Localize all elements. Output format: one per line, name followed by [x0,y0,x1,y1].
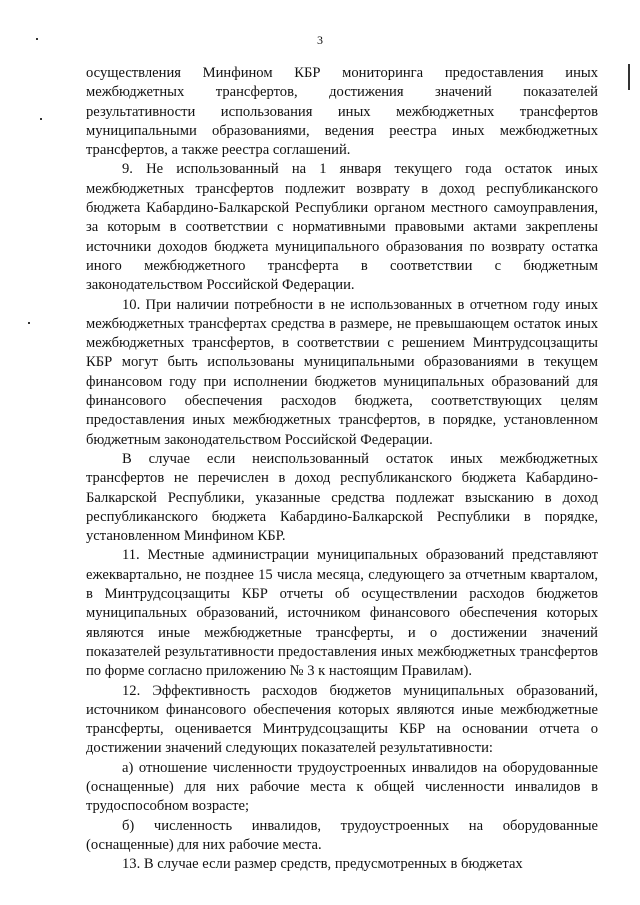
scan-speck [28,322,30,324]
paragraph-item-11: 11. Местные администрации муниципальных образований представляют ежеквартально, не позднее 15 числа месяца, следующего за отчетным кварталом, в Минтрудсоцзащиты КБР отчеты об осуществлении расходов бюджетов муниципальных образований, источником финансового обеспечения которых являются иные межбюджетные трансферты, и о достижении значений показателей результативности предоставления иных межбюджетных трансфертов по форме согласно приложению № 3 к настоящим Правилам). [86,547,598,680]
paragraph-item-13: 13. В случае если размер средств, предусмотренных в бюджетах [122,856,523,873]
scan-speck [628,64,630,90]
page-number: 3 [317,33,323,47]
scan-speck [40,118,42,120]
document-body [86,64,598,874]
paragraph-item-12-a: а) отношение численности трудоустроенных инвалидов на оборудованные (оснащенные) для них рабочие места к общей численности инвалидов в трудоспособном возрасте; [86,759,598,815]
paragraph-item-12-b: б) численность инвалидов, трудоустроенных на оборудованные (оснащенные) для них рабочие места. [86,817,598,853]
paragraph-item-10: 10. При наличии потребности в не использованных в отчетном году иных межбюджетных трансфертах средства в размере, не превышающем остаток иных межбюджетных трансфертов, в соответствии с решением Минтрудсоцзащиты КБР могут быть использованы муниципальными образованиями в текущем финансовом году при исполнении бюджетов муниципальных образований для финансового обеспечения расходов бюджета, соответствующих целям предоставления иных межбюджетных трансфертов, в порядке, установленном бюджетным законодательством Российской Федерации. [86,296,598,448]
paragraph-item-10-cont: В случае если неиспользованный остаток иных межбюджетных трансфертов не перечислен в доход республиканского бюджета Кабардино-Балкарской Республики, указанные средства подлежат взысканию в доход республиканского бюджета Кабардино-Балкарской Республики в порядке, установленном Минфином КБР. [86,450,598,545]
paragraph-item-12: 12. Эффективность расходов бюджетов муниципальных образований, источником финансового обеспечения которых являются иные межбюджетные трансферты, оценивается Минтрудсоцзащиты КБР на основании отчета о достижении значений следующих показателей результативности: [86,682,598,757]
paragraph-item-9: 9. Не использованный на 1 января текущего года остаток иных межбюджетных трансфертов подлежит возврату в доход республиканского бюджета Кабардино-Балкарской Республики органом местного самоуправления, за которым в соответствии с нормативными правовыми актами закреплены источники доходов бюджета муниципального образования по возврату остатка иного межбюджетного трансферта в соответствии с бюджетным законодательством Российской Федерации. [86,161,598,294]
paragraph-continuation: осуществления Минфином КБР мониторинга предоставления иных межбюджетных трансфертов, достижения значений показателей результативности использования иных межбюджетных трансфертов муниципальными образованиями, ведения реестра иных межбюджетных трансфертов, а также реестра соглашений. [86,65,598,159]
